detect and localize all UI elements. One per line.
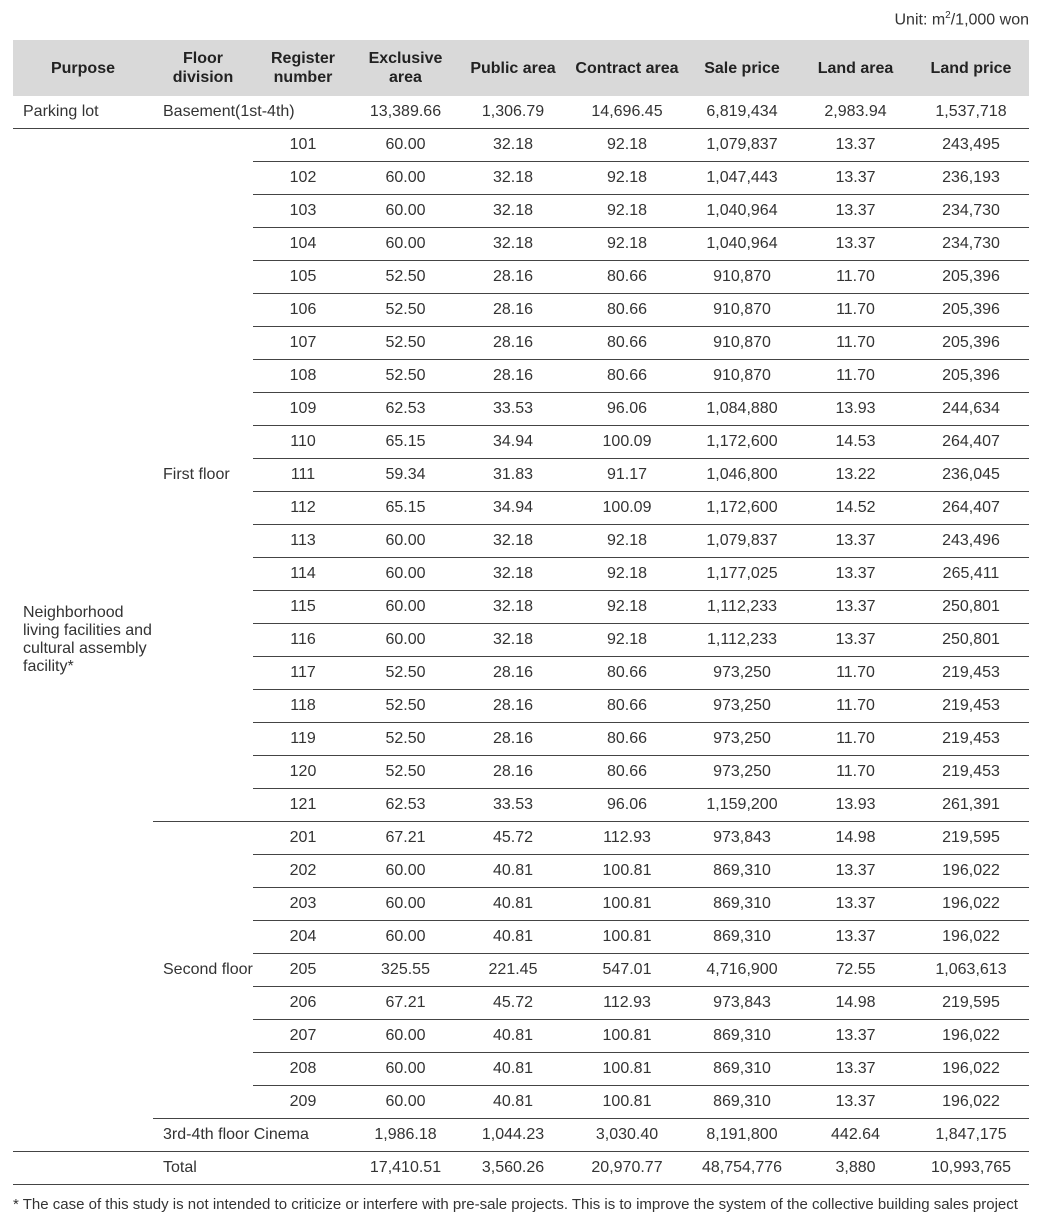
- sale-price-cell: 1,079,837: [686, 129, 798, 162]
- exclusive-area-cell: 60.00: [353, 1020, 458, 1053]
- land-area-cell: 13.37: [798, 195, 913, 228]
- exclusive-area-cell: 60.00: [353, 228, 458, 261]
- public-area-cell: 31.83: [458, 459, 568, 492]
- exclusive-area-cell: 60.00: [353, 921, 458, 954]
- land-area-cell: 11.70: [798, 657, 913, 690]
- sale-price-cell: 1,172,600: [686, 426, 798, 459]
- contract-area-cell: 92.18: [568, 591, 686, 624]
- land-area-cell: 11.70: [798, 690, 913, 723]
- register-number-cell: 121: [253, 789, 353, 822]
- contract-area-cell: 80.66: [568, 657, 686, 690]
- contract-area-cell: 92.18: [568, 525, 686, 558]
- header-register-number: Register number: [253, 40, 353, 96]
- sale-price-cell: 973,250: [686, 657, 798, 690]
- land-area-cell: 13.37: [798, 624, 913, 657]
- public-area-cell: 33.53: [458, 393, 568, 426]
- contract-area-cell: 547.01: [568, 954, 686, 987]
- exclusive-area-cell: 52.50: [353, 723, 458, 756]
- header-sale-price: Sale price: [686, 40, 798, 96]
- sale-price-cell: 973,250: [686, 723, 798, 756]
- exclusive-area-cell: 52.50: [353, 294, 458, 327]
- land-price-cell: 219,595: [913, 822, 1029, 855]
- register-number-cell: 101: [253, 129, 353, 162]
- exclusive-area-cell: 60.00: [353, 855, 458, 888]
- land-price-cell: 264,407: [913, 426, 1029, 459]
- land-area-cell: 14.98: [798, 822, 913, 855]
- cinema-land-price: 1,847,175: [913, 1119, 1029, 1152]
- register-number-cell: 117: [253, 657, 353, 690]
- cinema-public-area: 1,044.23: [458, 1119, 568, 1152]
- register-number-cell: 110: [253, 426, 353, 459]
- land-area-cell: 13.37: [798, 525, 913, 558]
- public-area-cell: 32.18: [458, 129, 568, 162]
- public-area-cell: 221.45: [458, 954, 568, 987]
- sale-price-cell: 1,172,600: [686, 492, 798, 525]
- exclusive-area-cell: 65.15: [353, 426, 458, 459]
- land-price-cell: 196,022: [913, 1053, 1029, 1086]
- sale-price-cell: 869,310: [686, 1086, 798, 1119]
- cinema-row: [13, 1119, 1029, 1152]
- register-number-cell: 111: [253, 459, 353, 492]
- contract-area-cell: 80.66: [568, 360, 686, 393]
- land-price-cell: 196,022: [913, 1086, 1029, 1119]
- land-area-cell: 11.70: [798, 756, 913, 789]
- sale-price-cell: 973,843: [686, 987, 798, 1020]
- contract-area-cell: 92.18: [568, 195, 686, 228]
- land-price-cell: 196,022: [913, 855, 1029, 888]
- land-price-cell: 250,801: [913, 591, 1029, 624]
- land-area-cell: 72.55: [798, 954, 913, 987]
- land-price-cell: 265,411: [913, 558, 1029, 591]
- register-number-cell: 108: [253, 360, 353, 393]
- land-price-cell: 205,396: [913, 327, 1029, 360]
- public-area-cell: 40.81: [458, 888, 568, 921]
- cinema-contract-area: 3,030.40: [568, 1119, 686, 1152]
- land-price-cell: 264,407: [913, 492, 1029, 525]
- contract-area-cell: 100.09: [568, 426, 686, 459]
- sale-price-cell: 1,112,233: [686, 624, 798, 657]
- register-number-cell: 208: [253, 1053, 353, 1086]
- sale-price-cell: 869,310: [686, 888, 798, 921]
- public-area-cell: 45.72: [458, 987, 568, 1020]
- total-row: [13, 1152, 1029, 1185]
- cinema-land-area: 442.64: [798, 1119, 913, 1152]
- contract-area-cell: 80.66: [568, 756, 686, 789]
- land-price-cell: 205,396: [913, 294, 1029, 327]
- footnote: * The case of this study is not intended to criticize or interfere with pre-sale projects. This is to improve the system of the collective building sales project: [13, 1196, 1018, 1213]
- land-price-cell: 234,730: [913, 228, 1029, 261]
- sale-price-cell: 4,716,900: [686, 954, 798, 987]
- public-area-cell: 28.16: [458, 294, 568, 327]
- land-area-cell: 14.98: [798, 987, 913, 1020]
- register-number-cell: 107: [253, 327, 353, 360]
- contract-area-cell: 100.81: [568, 1053, 686, 1086]
- sales-table: [13, 40, 1029, 1185]
- total-public-area: 3,560.26: [458, 1152, 568, 1185]
- register-number-cell: 204: [253, 921, 353, 954]
- public-area-cell: 28.16: [458, 756, 568, 789]
- land-area-cell: 13.37: [798, 921, 913, 954]
- public-area-cell: 32.18: [458, 228, 568, 261]
- contract-area-cell: 80.66: [568, 723, 686, 756]
- header-land-area: Land area: [798, 40, 913, 96]
- public-area-cell: 28.16: [458, 690, 568, 723]
- public-area-cell: 32.18: [458, 558, 568, 591]
- sale-price-cell: 869,310: [686, 1020, 798, 1053]
- contract-area-cell: 92.18: [568, 558, 686, 591]
- exclusive-area-cell: 65.15: [353, 492, 458, 525]
- contract-area-cell: 92.18: [568, 162, 686, 195]
- sale-price-cell: 910,870: [686, 261, 798, 294]
- contract-area-cell: 80.66: [568, 294, 686, 327]
- first-floor-label: First floor: [153, 129, 253, 822]
- land-area-cell: 13.37: [798, 162, 913, 195]
- sale-price-cell: 1,159,200: [686, 789, 798, 822]
- land-price-cell: 205,396: [913, 360, 1029, 393]
- exclusive-area-cell: 59.34: [353, 459, 458, 492]
- exclusive-area-cell: 60.00: [353, 1053, 458, 1086]
- exclusive-area-cell: 60.00: [353, 591, 458, 624]
- register-number-cell: 205: [253, 954, 353, 987]
- land-area-cell: 13.37: [798, 1086, 913, 1119]
- public-area-cell: 40.81: [458, 855, 568, 888]
- contract-area-cell: 96.06: [568, 393, 686, 426]
- total-land-area: 3,880: [798, 1152, 913, 1185]
- header-exclusive-area: Exclusive area: [353, 40, 458, 96]
- contract-area-cell: 96.06: [568, 789, 686, 822]
- register-number-cell: 109: [253, 393, 353, 426]
- land-price-cell: 244,634: [913, 393, 1029, 426]
- header-contract-area: Contract area: [568, 40, 686, 96]
- register-number-cell: 119: [253, 723, 353, 756]
- land-price-cell: 236,193: [913, 162, 1029, 195]
- exclusive-area-cell: 60.00: [353, 558, 458, 591]
- register-number-cell: 209: [253, 1086, 353, 1119]
- land-area-cell: 13.37: [798, 129, 913, 162]
- register-number-cell: 120: [253, 756, 353, 789]
- parking-sale: 6,819,434: [686, 96, 798, 129]
- total-sale-price: 48,754,776: [686, 1152, 798, 1185]
- public-area-cell: 33.53: [458, 789, 568, 822]
- exclusive-area-cell: 325.55: [353, 954, 458, 987]
- exclusive-area-cell: 60.00: [353, 195, 458, 228]
- land-area-cell: 13.37: [798, 888, 913, 921]
- unit-label: Unit: $m^2/1,000$ won: [894, 10, 1029, 29]
- register-number-cell: 203: [253, 888, 353, 921]
- exclusive-area-cell: 60.00: [353, 129, 458, 162]
- exclusive-area-cell: 52.50: [353, 657, 458, 690]
- sale-price-cell: 1,040,964: [686, 195, 798, 228]
- contract-area-cell: 80.66: [568, 690, 686, 723]
- contract-area-cell: 112.93: [568, 822, 686, 855]
- land-price-cell: 261,391: [913, 789, 1029, 822]
- register-number-cell: 116: [253, 624, 353, 657]
- contract-area-cell: 100.81: [568, 855, 686, 888]
- cinema-sale-price: 8,191,800: [686, 1119, 798, 1152]
- group-purpose: Neighborhood living facilities and cultural assembly facility*: [13, 129, 153, 1152]
- public-area-cell: 28.16: [458, 723, 568, 756]
- public-area-cell: 28.16: [458, 657, 568, 690]
- public-area-cell: 32.18: [458, 624, 568, 657]
- exclusive-area-cell: 60.00: [353, 162, 458, 195]
- total-land-price: 10,993,765: [913, 1152, 1029, 1185]
- parking-exclusive: 13,389.66: [353, 96, 458, 129]
- land-area-cell: 13.37: [798, 228, 913, 261]
- sale-price-cell: 869,310: [686, 921, 798, 954]
- contract-area-cell: 80.66: [568, 261, 686, 294]
- parking-floor: Basement(1st-4th): [153, 96, 353, 129]
- land-area-cell: 13.22: [798, 459, 913, 492]
- exclusive-area-cell: 52.50: [353, 690, 458, 723]
- public-area-cell: 40.81: [458, 1020, 568, 1053]
- land-price-cell: 196,022: [913, 921, 1029, 954]
- public-area-cell: 28.16: [458, 360, 568, 393]
- public-area-cell: 32.18: [458, 525, 568, 558]
- sale-price-cell: 910,870: [686, 360, 798, 393]
- exclusive-area-cell: 52.50: [353, 756, 458, 789]
- sale-price-cell: 1,084,880: [686, 393, 798, 426]
- land-price-cell: 219,453: [913, 723, 1029, 756]
- land-area-cell: 14.53: [798, 426, 913, 459]
- land-price-cell: 219,453: [913, 756, 1029, 789]
- land-price-cell: 234,730: [913, 195, 1029, 228]
- exclusive-area-cell: 52.50: [353, 261, 458, 294]
- total-contract-area: 20,970.77: [568, 1152, 686, 1185]
- register-number-cell: 106: [253, 294, 353, 327]
- land-price-cell: 219,453: [913, 690, 1029, 723]
- sale-price-cell: 973,250: [686, 690, 798, 723]
- header-purpose: Purpose: [13, 40, 153, 96]
- exclusive-area-cell: 60.00: [353, 624, 458, 657]
- sale-price-cell: 1,177,025: [686, 558, 798, 591]
- parking-purpose: Parking lot: [13, 96, 153, 129]
- contract-area-cell: 100.09: [568, 492, 686, 525]
- exclusive-area-cell: 52.50: [353, 360, 458, 393]
- sale-price-cell: 1,040,964: [686, 228, 798, 261]
- contract-area-cell: 112.93: [568, 987, 686, 1020]
- contract-area-cell: 92.18: [568, 228, 686, 261]
- land-area-cell: 13.37: [798, 591, 913, 624]
- land-price-cell: 219,595: [913, 987, 1029, 1020]
- public-area-cell: 32.18: [458, 195, 568, 228]
- public-area-cell: 34.94: [458, 492, 568, 525]
- cinema-label: 3rd-4th floor Cinema: [153, 1119, 353, 1152]
- contract-area-cell: 100.81: [568, 921, 686, 954]
- land-area-cell: 13.93: [798, 789, 913, 822]
- public-area-cell: 40.81: [458, 1053, 568, 1086]
- land-area-cell: 11.70: [798, 327, 913, 360]
- contract-area-cell: 100.81: [568, 1086, 686, 1119]
- land-area-cell: 13.37: [798, 558, 913, 591]
- land-price-cell: 196,022: [913, 888, 1029, 921]
- land-price-cell: 196,022: [913, 1020, 1029, 1053]
- table-row: [13, 129, 1029, 162]
- public-area-cell: 40.81: [458, 921, 568, 954]
- public-area-cell: 28.16: [458, 327, 568, 360]
- register-number-cell: 112: [253, 492, 353, 525]
- header-land-price: Land price: [913, 40, 1029, 96]
- land-price-cell: 205,396: [913, 261, 1029, 294]
- land-price-cell: 1,063,613: [913, 954, 1029, 987]
- total-exclusive-area: 17,410.51: [353, 1152, 458, 1185]
- contract-area-cell: 92.18: [568, 624, 686, 657]
- public-area-cell: 28.16: [458, 261, 568, 294]
- register-number-cell: 104: [253, 228, 353, 261]
- public-area-cell: 45.72: [458, 822, 568, 855]
- sale-price-cell: 869,310: [686, 1053, 798, 1086]
- land-area-cell: 11.70: [798, 723, 913, 756]
- sale-price-cell: 973,250: [686, 756, 798, 789]
- parking-contract: 14,696.45: [568, 96, 686, 129]
- exclusive-area-cell: 60.00: [353, 888, 458, 921]
- second-floor-label: Second floor: [153, 822, 253, 1119]
- public-area-cell: 34.94: [458, 426, 568, 459]
- header-floor-division: Floor division: [153, 40, 253, 96]
- exclusive-area-cell: 67.21: [353, 987, 458, 1020]
- sale-price-cell: 973,843: [686, 822, 798, 855]
- exclusive-area-cell: 52.50: [353, 327, 458, 360]
- land-area-cell: 13.37: [798, 1020, 913, 1053]
- sale-price-cell: 910,870: [686, 294, 798, 327]
- land-area-cell: 14.52: [798, 492, 913, 525]
- exclusive-area-cell: 60.00: [353, 525, 458, 558]
- public-area-cell: 40.81: [458, 1086, 568, 1119]
- public-area-cell: 32.18: [458, 591, 568, 624]
- register-number-cell: 202: [253, 855, 353, 888]
- register-number-cell: 115: [253, 591, 353, 624]
- cinema-exclusive-area: 1,986.18: [353, 1119, 458, 1152]
- register-number-cell: 118: [253, 690, 353, 723]
- header-public-area: Public area: [458, 40, 568, 96]
- land-price-cell: 243,495: [913, 129, 1029, 162]
- contract-area-cell: 92.18: [568, 129, 686, 162]
- register-number-cell: 114: [253, 558, 353, 591]
- register-number-cell: 103: [253, 195, 353, 228]
- register-number-cell: 201: [253, 822, 353, 855]
- land-area-cell: 13.93: [798, 393, 913, 426]
- sale-price-cell: 1,079,837: [686, 525, 798, 558]
- land-area-cell: 11.70: [798, 294, 913, 327]
- sale-price-cell: 1,047,443: [686, 162, 798, 195]
- register-number-cell: 105: [253, 261, 353, 294]
- contract-area-cell: 100.81: [568, 888, 686, 921]
- sale-price-cell: 1,046,800: [686, 459, 798, 492]
- total-blank: [13, 1152, 153, 1185]
- land-price-cell: 250,801: [913, 624, 1029, 657]
- contract-area-cell: 100.81: [568, 1020, 686, 1053]
- land-price-cell: 219,453: [913, 657, 1029, 690]
- register-number-cell: 206: [253, 987, 353, 1020]
- contract-area-cell: 91.17: [568, 459, 686, 492]
- header-row: [13, 40, 1029, 96]
- total-label: Total: [153, 1152, 353, 1185]
- land-area-cell: 11.70: [798, 360, 913, 393]
- land-area-cell: 13.37: [798, 1053, 913, 1086]
- parking-public: 1,306.79: [458, 96, 568, 129]
- land-area-cell: 11.70: [798, 261, 913, 294]
- register-number-cell: 207: [253, 1020, 353, 1053]
- public-area-cell: 32.18: [458, 162, 568, 195]
- parking-land-area: 2,983.94: [798, 96, 913, 129]
- sale-price-cell: 869,310: [686, 855, 798, 888]
- table-row: [13, 822, 1029, 855]
- parking-row: [13, 96, 1029, 129]
- land-price-cell: 236,045: [913, 459, 1029, 492]
- register-number-cell: 113: [253, 525, 353, 558]
- exclusive-area-cell: 62.53: [353, 789, 458, 822]
- exclusive-area-cell: 67.21: [353, 822, 458, 855]
- sale-price-cell: 1,112,233: [686, 591, 798, 624]
- land-area-cell: 13.37: [798, 855, 913, 888]
- parking-land-price: 1,537,718: [913, 96, 1029, 129]
- contract-area-cell: 80.66: [568, 327, 686, 360]
- land-price-cell: 243,496: [913, 525, 1029, 558]
- exclusive-area-cell: 60.00: [353, 1086, 458, 1119]
- sale-price-cell: 910,870: [686, 327, 798, 360]
- exclusive-area-cell: 62.53: [353, 393, 458, 426]
- register-number-cell: 102: [253, 162, 353, 195]
